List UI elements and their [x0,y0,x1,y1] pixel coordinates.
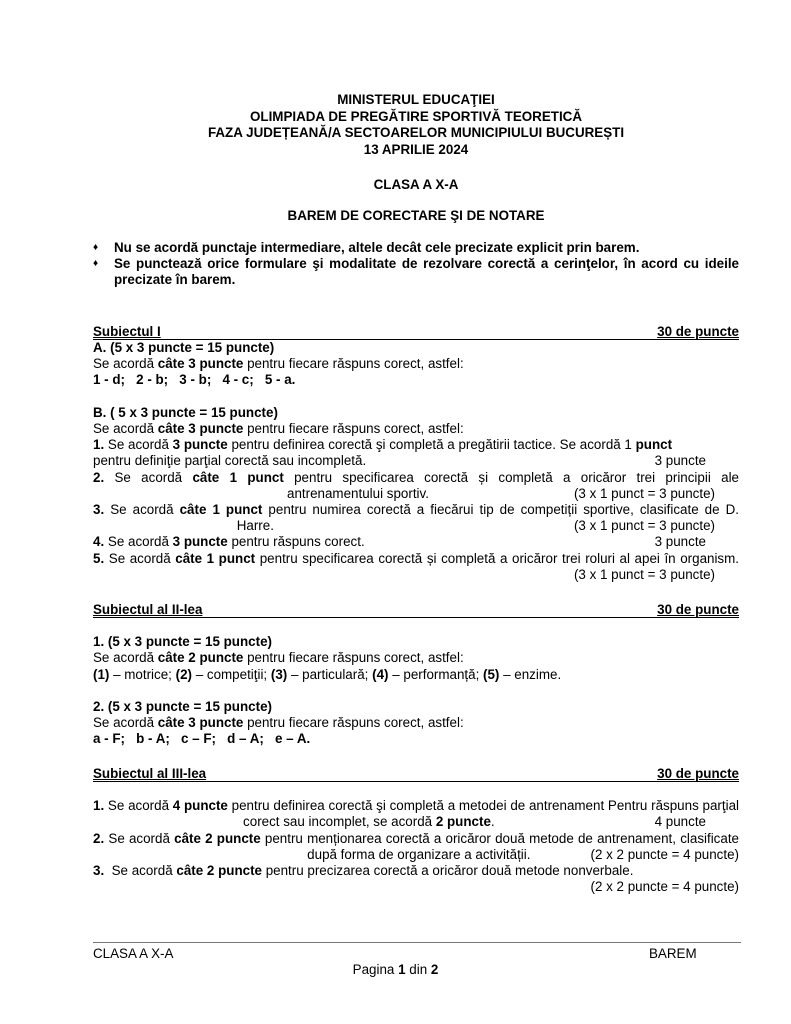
item-score: (3 x 1 punct = 3 puncte) [573,518,715,534]
subject-3-heading [93,766,739,782]
subject-1-points: 30 de puncte [657,324,739,339]
part-b-item-3: 3. Se acordă câte 1 punct pentru numirea corectă a fiecărui tip de competiții sportive, clasificate de D. Harre. (3 x 1 punct = 3 puncte) [93,502,740,534]
item-score: (3 x 1 punct = 3 puncte) [573,485,715,501]
header-date: 13 APRILIE 2024 [363,141,469,157]
part-b-item-5: 5. Se acordă câte 1 punct pentru specificarea corectă și completă a oricăror trei roluri al apei în organism.(3 x 1 punct = 3 puncte) [93,550,740,582]
part-b-heading: B. ( 5 x 3 puncte = 15 puncte) [93,404,278,420]
question-2-intro: Se acordă câte 3 puncte pentru fiecare răspuns corect, astfel: [93,715,464,731]
part-b-item-4: 4. Se acordă 3 puncte pentru răspuns corect. 3 puncte [93,534,739,550]
item-score: 3 puncte [654,534,706,550]
subject-2-points: 30 de puncte [657,602,739,617]
item-score: (2 x 2 puncte = 4 puncte) [590,879,739,895]
rule-item: ♦ Nu se acordă punctaje intermediare, altele decât cele precizate explicit prin barem. [93,240,640,255]
item-score: (2 x 2 puncte = 4 puncte) [590,846,739,862]
item-score: (3 x 1 punct = 3 puncte) [573,566,715,582]
part-b-item-1: 1. Se acordă 3 puncte pentru definirea corectă şi completă a pregătirii tactice. Se acordă 1 punct pentru definiţie parţial corectă sau incompletă. 3 puncte [93,437,739,469]
part-b-intro: Se acordă câte 3 puncte pentru fiecare răspuns corect, astfel: [93,421,464,437]
item-score: 3 puncte [654,453,706,469]
diamond-bullet-icon: ♦ [93,242,99,253]
part-b-item-2: 2. Se acordă câte 1 punct pentru specificarea corectă și completă a oricăror trei principii ale antrenamentului sportiv. (3 x 1 punct = 3 puncte) [93,469,739,501]
subject-3-item-1: 1. Se acordă 4 puncte pentru definirea corectă şi completă a metodei de antrenament Pentru răspuns parţial corect sau incomplet, se acordă 2 puncte. 4 puncte [93,798,740,830]
subject-3-title: Subiectul al III-lea [93,766,207,781]
footer-class: CLASA A X-A [93,946,174,961]
subject-3-item-2: 2. Se acordă câte 2 puncte pentru menționarea corectă a oricăror două metode de antrenament, clasificate după forma de organizare a activității. (2 x 2 puncte = 4 puncte) [93,830,739,862]
question-1-answers: (1) – motrice; (2) – competiţii; (3) – particulară; (4) – performanță; (5) – enzime. [93,666,562,682]
part-a-answers: 1 - d; 2 - b; 3 - b; 4 - c; 5 - a. [93,372,296,388]
part-a-intro: Se acordă câte 3 puncte pentru fiecare răspuns corect, astfel: [93,356,464,372]
question-2-heading: 2. (5 x 3 puncte = 15 puncte) [93,699,272,715]
question-1-intro: Se acordă câte 2 puncte pentru fiecare răspuns corect, astfel: [93,650,464,666]
document-title: BAREM DE CORECTARE ŞI DE NOTARE [287,208,545,223]
subject-2-heading [93,602,739,618]
part-a-heading: A. (5 x 3 puncte = 15 puncte) [93,340,275,355]
subject-3-points: 30 de puncte [657,766,739,781]
header-phase: FAZA JUDEȚEANĂ/A SECTOARELOR MUNICIPIULUI BUCUREȘTI [207,125,625,140]
subject-3 [93,766,739,895]
subject-2 [93,602,739,748]
header-ministry: MINISTERUL EDUCAŢIEI [337,92,495,107]
item-score: 4 puncte [654,814,706,830]
diamond-bullet-icon: ♦ [93,258,99,270]
question-2-answers: a - F; b - A; c – F; d – A; e – A. [93,731,311,747]
page-number: Pagina 1 din 2 [352,962,439,977]
document-header [93,92,739,158]
class-label: CLASA A X-A [373,177,459,192]
subject-1-title: Subiectul I [93,324,161,339]
footer-divider [93,942,741,943]
subject-2-title: Subiectul al II-lea [93,602,203,617]
header-olympiad: OLIMPIADA DE PREGĂTIRE SPORTIVĂ TEORETICĂ [249,108,583,124]
subject-1 [93,324,739,583]
subject-3-item-3: 3. Se acordă câte 2 puncte pentru precizarea corectă a oricăror două metode nonverbale. (2 x 2 puncte = 4 puncte) [93,863,739,895]
footer-label: BAREM [649,946,697,961]
subject-1-heading [93,324,739,340]
question-1-heading: 1. (5 x 3 puncte = 15 puncte) [93,634,272,650]
rules-list [93,240,739,289]
rule-item: ♦ Se punctează orice formulare şi modalitate de rezolvare corectă a cerinţelor, în acord cu ideile precizate în barem. [93,256,739,288]
